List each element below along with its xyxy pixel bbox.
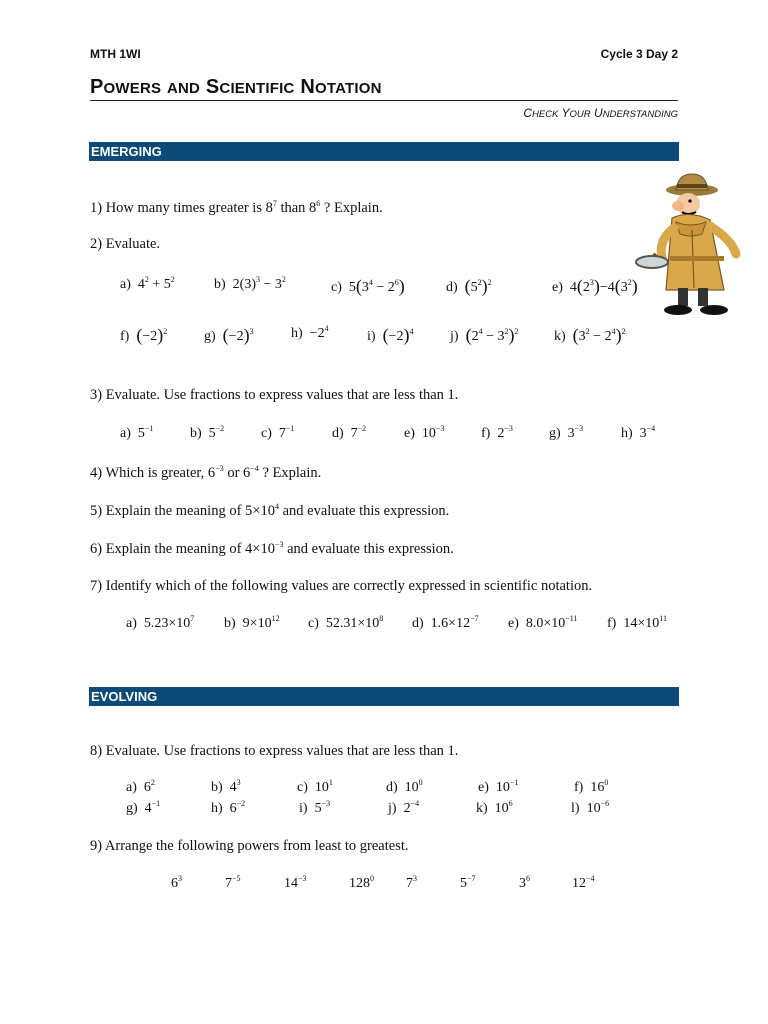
page-subtitle: CHECK YOUR UNDERSTANDING (523, 106, 678, 120)
q9-item (406, 876, 417, 892)
q9-item (225, 876, 241, 892)
question-8-row-2 (0, 801, 768, 821)
item-exponent: 11 (659, 614, 667, 623)
q2-item-k: k) $(3^2 - 2^4)^2$ (554, 325, 626, 345)
item-label: a) (120, 426, 131, 441)
item-base: 5 (314, 801, 322, 816)
item-base: 8.0×10 (525, 616, 566, 631)
item-base: 6 (229, 801, 237, 816)
q2-item-e: e) $4(2^3)-4(3^2)$ (552, 276, 638, 296)
item-base: 6 (171, 876, 178, 891)
question-4: 4) Which is greater, $6^{-3}$ or $6^{-4}$ ? Explain. (90, 464, 322, 481)
question-2: 2) Evaluate. (90, 236, 161, 252)
item-exponent: −1 (509, 778, 519, 787)
item-label: d) (332, 426, 344, 441)
q7-item (126, 616, 194, 632)
item-label: f) (574, 780, 584, 795)
item-exponent: −4 (646, 424, 656, 433)
q8-item (297, 780, 333, 796)
q2-item-a: a) $4^2 + 5^2$ (120, 275, 175, 292)
page-title: POWERS AND SCIENTIFIC NOTATION (90, 76, 382, 98)
item-label: f) (481, 426, 491, 441)
item-exponent: −3 (504, 424, 513, 433)
item-base: 52.31×10 (325, 616, 380, 631)
item-exponent: 0 (370, 874, 374, 883)
item-label: h) (211, 801, 223, 816)
item-base: 10 (586, 801, 601, 816)
q3-item (261, 426, 294, 442)
question-5: 5) Explain the meaning of $5\times 10^4$ and evaluate this expression. (90, 502, 450, 519)
q8-item (386, 780, 423, 796)
question-6: 6) Explain the meaning of $4\times 10^{-3}$ and evaluate this expression. (90, 540, 454, 557)
item-base: 4 (229, 780, 237, 795)
item-exponent: −1 (151, 799, 161, 808)
item-exponent: 6 (526, 874, 530, 883)
item-label: a) (126, 616, 137, 631)
q2-item-d: d) $(5^2)^2$ (446, 276, 492, 296)
q8-item (388, 801, 419, 817)
question-7: 7) Identify which of the following values are correctly expressed in scientific notation. (90, 578, 593, 594)
item-exponent: −5 (232, 874, 241, 883)
item-base: 2 (403, 801, 411, 816)
item-exponent: −7 (467, 874, 476, 883)
item-base: 7 (350, 426, 358, 441)
item-base: 5 (460, 876, 467, 891)
item-exponent: 7 (190, 614, 195, 623)
item-exponent: 0 (604, 778, 609, 787)
item-base: 5.23×10 (143, 616, 191, 631)
q8-item (571, 801, 609, 817)
q3-item (481, 426, 513, 442)
q7-item (308, 616, 383, 632)
item-label: c) (261, 426, 272, 441)
item-exponent: −2 (357, 424, 367, 433)
item-base: 14×10 (623, 616, 660, 631)
item-label: h) (621, 426, 633, 441)
item-exponent: 12 (271, 614, 280, 623)
item-exponent: 8 (379, 614, 384, 623)
question-2-row-1 (0, 277, 768, 301)
item-label: b) (224, 616, 236, 631)
item-base: 3 (519, 876, 526, 891)
item-label: i) (299, 801, 308, 816)
item-exponent: −4 (586, 874, 595, 883)
q9-item (349, 876, 374, 892)
item-base: 2 (497, 426, 505, 441)
q9-item (171, 876, 182, 892)
item-base: 10 (421, 426, 436, 441)
q9-item (519, 876, 530, 892)
item-base: 7 (278, 426, 286, 441)
q2-item-b: b) $2(3)^3 - 3^2$ (214, 275, 286, 292)
item-label: k) (476, 801, 488, 816)
item-label: d) (386, 780, 398, 795)
course-code: MTH 1WI (90, 47, 141, 61)
section-header-evolving: EVOLVING (89, 687, 679, 706)
q2-item-j: j) $(2^4 - 3^2)^2$ (450, 325, 519, 345)
item-base: 7 (225, 876, 232, 891)
question-2-row-2 (0, 326, 768, 350)
q3-item (190, 426, 224, 442)
q2-item-c: c) $5(3^4 - 2^6)$ (331, 276, 405, 296)
item-base: 3 (639, 426, 647, 441)
item-exponent: −3 (321, 799, 331, 808)
question-8-row-1 (0, 780, 768, 800)
q3-item (332, 426, 366, 442)
q2-item-f: f) $(-2)^2$ (120, 325, 168, 345)
question-3: 3) Evaluate. Use fractions to express values that are less than 1. (90, 387, 459, 403)
item-exponent: −7 (470, 614, 479, 623)
item-exponent: −1 (144, 424, 154, 433)
item-exponent: −2 (236, 799, 246, 808)
item-base: 7 (406, 876, 413, 891)
item-base: 9×10 (242, 616, 272, 631)
q9-item (572, 876, 595, 892)
cycle-day: Cycle 3 Day 2 (600, 47, 678, 61)
question-9-row (0, 876, 768, 898)
q8-item (211, 801, 245, 817)
q3-item (120, 426, 153, 442)
item-base: 4 (144, 801, 152, 816)
item-base: 5 (208, 426, 216, 441)
q3-item (549, 426, 583, 442)
item-exponent: 3 (178, 874, 182, 883)
item-exponent: −2 (215, 424, 225, 433)
item-base: 12 (572, 876, 586, 891)
item-base: 16 (590, 780, 605, 795)
item-label: g) (126, 801, 138, 816)
item-label: a) (126, 780, 137, 795)
item-base: 10 (494, 801, 509, 816)
item-label: j) (388, 801, 397, 816)
item-label: e) (404, 426, 415, 441)
item-label: b) (211, 780, 223, 795)
item-base: 10 (495, 780, 510, 795)
q9-item (460, 876, 476, 892)
q8-item (126, 801, 160, 817)
q8-item (126, 780, 155, 796)
item-base: 1.6×12 (430, 616, 471, 631)
item-label: e) (478, 780, 489, 795)
q8-item (574, 780, 608, 796)
question-9: 9) Arrange the following powers from least to greatest. (90, 838, 409, 854)
q7-item (508, 616, 578, 632)
question-3-row (0, 426, 768, 448)
question-1: 1) How many times greater is $8^7$ than $8^6$ ? Explain. (90, 199, 383, 216)
question-7-row (0, 616, 768, 638)
item-base: 3 (567, 426, 575, 441)
q3-item (621, 426, 655, 442)
item-exponent: −11 (565, 614, 578, 623)
q8-item (299, 801, 330, 817)
q8-item (478, 780, 518, 796)
item-exponent: −6 (600, 799, 610, 808)
section-header-emerging: EMERGING (89, 142, 679, 161)
q2-item-g: g) $(-2)^3$ (204, 325, 254, 345)
item-label: c) (308, 616, 319, 631)
question-8: 8) Evaluate. Use fractions to express values that are less than 1. (90, 743, 459, 759)
q7-item (607, 616, 667, 632)
q7-item (224, 616, 280, 632)
item-exponent: −4 (410, 799, 420, 808)
q3-item (404, 426, 444, 442)
item-label: l) (571, 801, 580, 816)
title-divider (90, 100, 678, 101)
item-label: e) (508, 616, 519, 631)
item-exponent: 3 (413, 874, 417, 883)
item-label: f) (607, 616, 617, 631)
item-base: 5 (137, 426, 145, 441)
q9-item (284, 876, 307, 892)
item-label: c) (297, 780, 308, 795)
q2-item-h: $h) -2^4$ (291, 324, 329, 341)
item-exponent: 1 (328, 778, 333, 787)
item-exponent: 0 (418, 778, 423, 787)
item-base: 10 (314, 780, 329, 795)
item-exponent: 2 (150, 778, 155, 787)
item-label: g) (549, 426, 561, 441)
q8-item (476, 801, 513, 817)
item-exponent: 6 (508, 799, 513, 808)
item-base: 10 (404, 780, 419, 795)
item-exponent: −1 (285, 424, 295, 433)
item-base: 128 (349, 876, 370, 891)
item-base: 14 (284, 876, 298, 891)
item-label: b) (190, 426, 202, 441)
item-label: d) (412, 616, 424, 631)
item-exponent: −3 (435, 424, 445, 433)
item-exponent: 3 (236, 778, 241, 787)
item-exponent: −3 (298, 874, 307, 883)
q2-item-i: i) $(-2)^4$ (367, 325, 414, 345)
item-base: 6 (143, 780, 151, 795)
item-exponent: −3 (574, 424, 584, 433)
q8-item (211, 780, 241, 796)
q7-item (412, 616, 479, 632)
